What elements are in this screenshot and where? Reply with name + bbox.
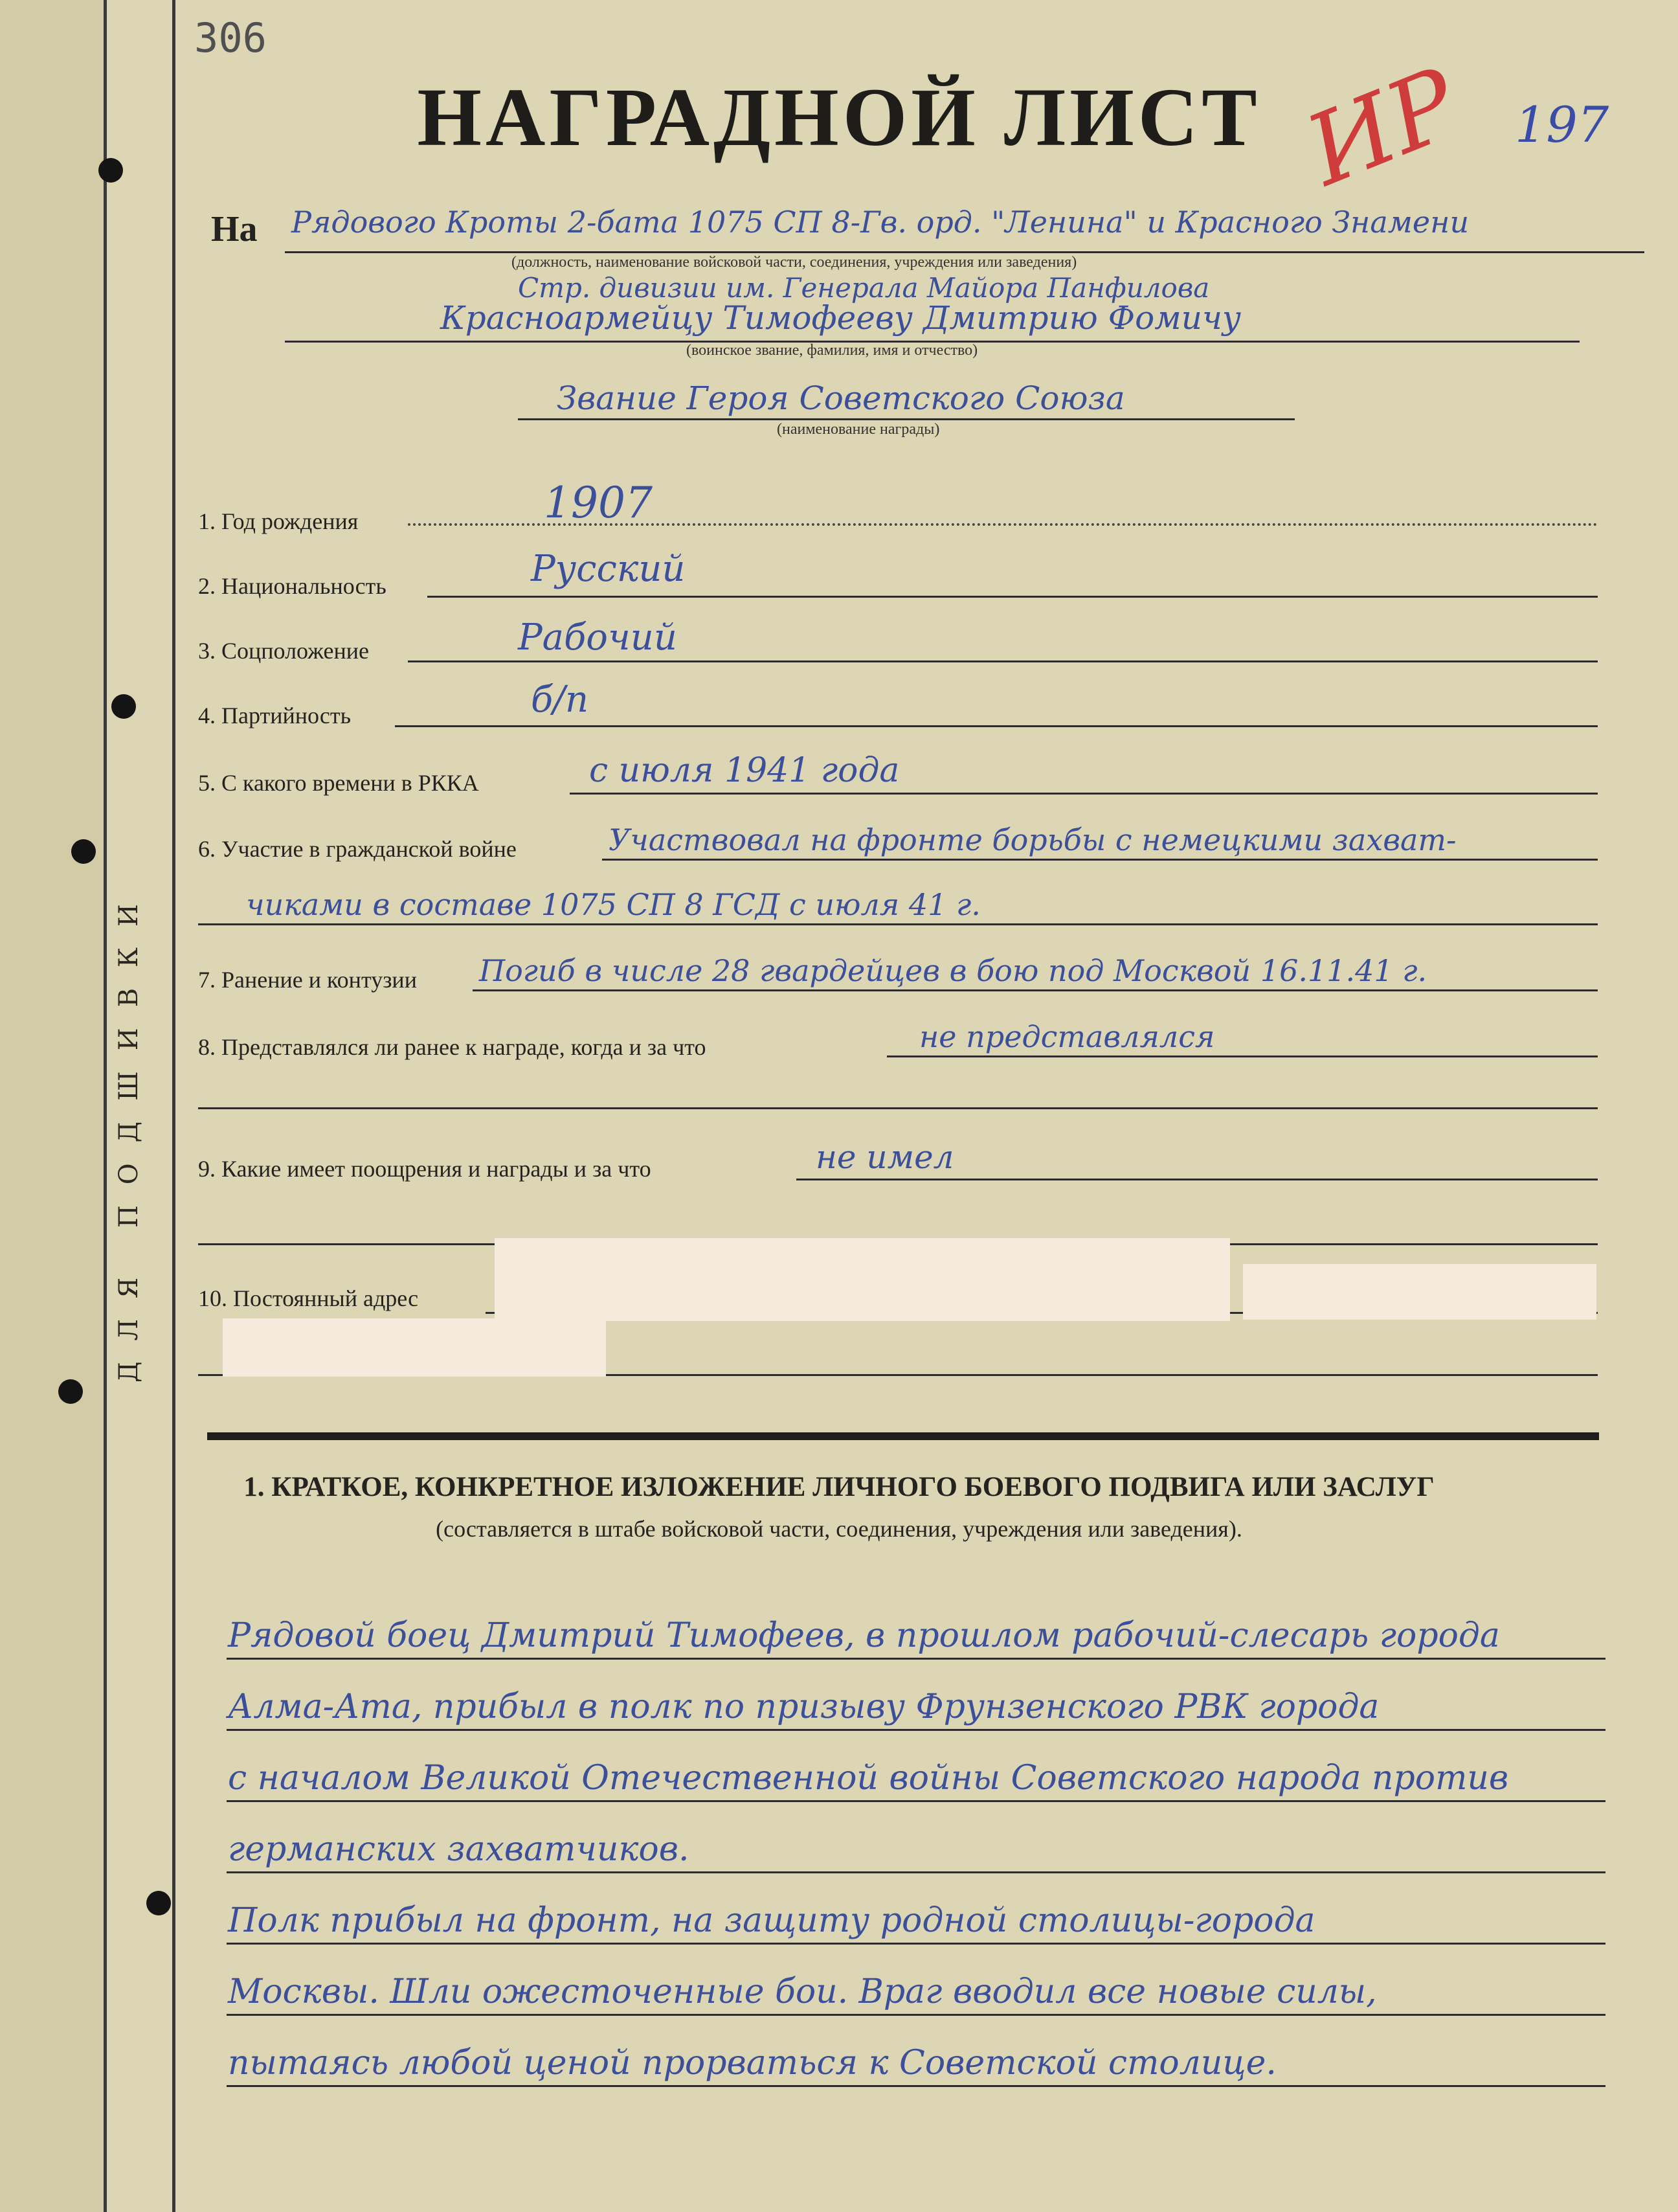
narrative-line: Рядовой боец Дмитрий Тимофеев, в прошлом рабочий-слесарь города — [228, 1616, 1500, 1655]
underline — [518, 418, 1295, 420]
prefix-label: На — [211, 209, 258, 249]
underline — [227, 2014, 1605, 2016]
underline — [473, 989, 1598, 991]
field-value-wounds: Погиб в числе 28 гвардейцев в бою под Москвой 16.11.41 г. — [479, 953, 1427, 988]
field-value-birth-year: 1907 — [544, 478, 653, 528]
archive-number: 306 — [194, 14, 267, 62]
award-name: Звание Героя Советского Союза — [557, 379, 1125, 417]
narrative-line: Москвы. Шли ожесточенные бои. Враг вводил все новые силы, — [228, 1972, 1377, 2011]
field-label-nationality: 2. Национальность — [198, 573, 386, 599]
red-stamp-mark: ИР — [1292, 47, 1473, 209]
binding-margin-line — [172, 0, 175, 2212]
field-value-previous-awards: не представлялся — [919, 1019, 1215, 1054]
narrative-line: германских захватчиков. — [228, 1830, 689, 1869]
field-label-birth-year: 1. Год рождения — [198, 508, 359, 534]
field-label-civil-war: 6. Участие в гражданской войне — [198, 836, 517, 862]
field-value-social: Рабочий — [518, 616, 677, 659]
underline — [395, 725, 1598, 727]
nominee-name: Красноармейцу Тимофееву Дмитрию Фомичу — [440, 299, 1242, 337]
underline — [227, 2085, 1605, 2087]
nominee-position-line1: Рядового Кроты 2-бата 1075 СП 8-Гв. орд. "Ленина" и Красного Знамени — [291, 205, 1470, 240]
field-label-address: 10. Постоянный адрес — [198, 1285, 419, 1311]
narrative-line: с началом Великой Отечественной войны Советского народа против — [228, 1759, 1509, 1798]
nominee-position-line2: Стр. дивизии им. Генерала Майора Панфилова — [518, 272, 1210, 304]
field-value-nationality: Русский — [531, 548, 686, 590]
underline — [887, 1055, 1598, 1057]
field-label-honors: 9. Какие имеет поощрения и награды и за что — [198, 1156, 651, 1182]
redacted-address — [223, 1318, 606, 1377]
narrative-line: пытаясь любой ценой прорваться к Советской столице. — [228, 2044, 1277, 2082]
underline — [408, 660, 1598, 662]
underline — [602, 859, 1598, 861]
caption-position: (должность, наименование войсковой части, соединения, учреждения или заведения) — [511, 254, 1077, 271]
underline — [227, 1729, 1605, 1731]
underline — [227, 1800, 1605, 1802]
field-label-social: 3. Соцположение — [198, 638, 370, 664]
underline — [427, 596, 1598, 598]
field-value-army-since: с июля 1941 года — [589, 751, 900, 790]
field-value-party: б/п — [531, 679, 589, 721]
page-title: НАГРАДНОЙ ЛИСТ — [417, 71, 1261, 163]
field-value-civil-war-cont: чиками в составе 1075 СП 8 ГСД с июля 41 г. — [246, 887, 981, 922]
redacted-address — [495, 1238, 1230, 1321]
underline — [285, 251, 1644, 253]
section-subheading: (составляется в штабе войсковой части, соединения, учреждения или заведения). — [436, 1516, 1242, 1542]
underline — [796, 1179, 1598, 1180]
sheet-number: 197 — [1515, 96, 1609, 153]
field-value-honors: не имел — [816, 1138, 954, 1176]
caption-name: (воинское звание, фамилия, имя и отчество) — [686, 342, 978, 359]
underline — [227, 1943, 1605, 1945]
punch-hole — [111, 694, 136, 719]
field-label-wounds: 7. Ранение и контузии — [198, 967, 417, 993]
caption-award: (наименование награды) — [777, 421, 940, 438]
punch-hole — [146, 1891, 171, 1915]
field-value-civil-war: Участвовал на фронте борьбы с немецкими захват- — [609, 822, 1457, 857]
left-margin-strip — [0, 0, 107, 2212]
underline — [198, 1107, 1598, 1109]
narrative-line: Полк прибыл на фронт, на защиту родной столицы-города — [228, 1901, 1315, 1940]
underline — [570, 793, 1598, 795]
field-label-previous-awards: 8. Представлялся ли ранее к награде, когда и за что — [198, 1034, 706, 1060]
underline — [198, 923, 1598, 925]
underline — [227, 1871, 1605, 1873]
narrative-line: Алма-Ата, прибыл в полк по призыву Фрунзенского РВК города — [228, 1687, 1380, 1726]
field-label-party: 4. Партийность — [198, 703, 352, 728]
redacted-address — [1243, 1264, 1596, 1320]
field-label-army-since: 5. С какого времени в РККА — [198, 770, 479, 796]
section-divider — [207, 1432, 1599, 1440]
punch-hole — [71, 839, 96, 864]
punch-hole — [58, 1379, 83, 1404]
section-heading: 1. КРАТКОЕ, КОНКРЕТНОЕ ИЗЛОЖЕНИЕ ЛИЧНОГО БОЕВОГО ПОДВИГА ИЛИ ЗАСЛУГ — [243, 1472, 1435, 1502]
underline — [227, 1658, 1605, 1660]
side-label: ДЛЯ ПОДШИВКИ — [114, 883, 144, 1383]
